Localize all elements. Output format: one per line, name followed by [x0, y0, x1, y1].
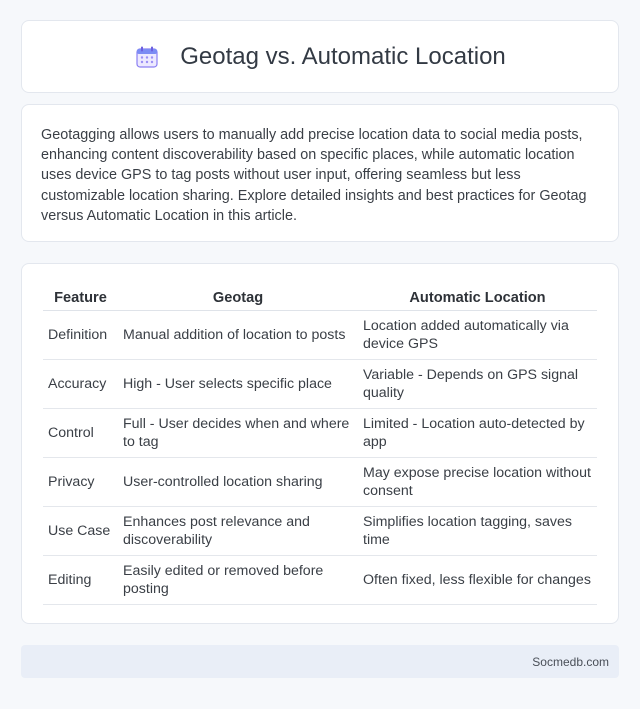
row-feature: Editing: [43, 556, 118, 605]
intro-card: [21, 104, 619, 242]
row-automatic: Limited - Location auto-detected by app: [358, 409, 597, 458]
title-card: [21, 20, 619, 93]
row-feature: Use Case: [43, 507, 118, 556]
table-row: [43, 507, 597, 556]
row-geotag: Full - User decides when and where to tag: [118, 409, 358, 458]
row-automatic: Simplifies location tagging, saves time: [358, 507, 597, 556]
row-automatic: Variable - Depends on GPS signal quality: [358, 360, 597, 409]
row-geotag: Manual addition of location to posts: [118, 311, 358, 360]
table-row: [43, 556, 597, 605]
comparison-table: [43, 284, 597, 605]
row-automatic: Often fixed, less flexible for changes: [358, 556, 597, 605]
header-feature: Feature: [43, 284, 118, 311]
page-title: Geotag vs. Automatic Location: [180, 42, 506, 70]
row-feature: Accuracy: [43, 360, 118, 409]
calendar-icon: [134, 44, 160, 70]
row-geotag: Easily edited or removed before posting: [118, 556, 358, 605]
row-feature: Control: [43, 409, 118, 458]
header-geotag: Geotag: [118, 284, 358, 311]
table-row: [43, 458, 597, 507]
row-automatic: Location added automatically via device GPS: [358, 311, 597, 360]
table-row: [43, 360, 597, 409]
comparison-card: [21, 263, 619, 624]
header-automatic-location: Automatic Location: [358, 284, 597, 311]
table-row: [43, 311, 597, 360]
row-geotag: Enhances post relevance and discoverability: [118, 507, 358, 556]
row-feature: Definition: [43, 311, 118, 360]
table-header-row: [43, 284, 597, 311]
intro-paragraph: Geotagging allows users to manually add precise location data to social media posts, enhancing content discoverability based on specific places, while automatic location uses device GPS to tag posts without user input, offering seamless but less customizable location sharing. Explore detailed insights and best practices for Geotag versus Automatic Location in this article.: [41, 127, 587, 224]
footer-bar: [21, 645, 619, 678]
row-geotag: High - User selects specific place: [118, 360, 358, 409]
footer-site-link[interactable]: Socmedb.com: [532, 654, 609, 669]
table-row: [43, 409, 597, 458]
row-feature: Privacy: [43, 458, 118, 507]
row-automatic: May expose precise location without consent: [358, 458, 597, 507]
row-geotag: User-controlled location sharing: [118, 458, 358, 507]
